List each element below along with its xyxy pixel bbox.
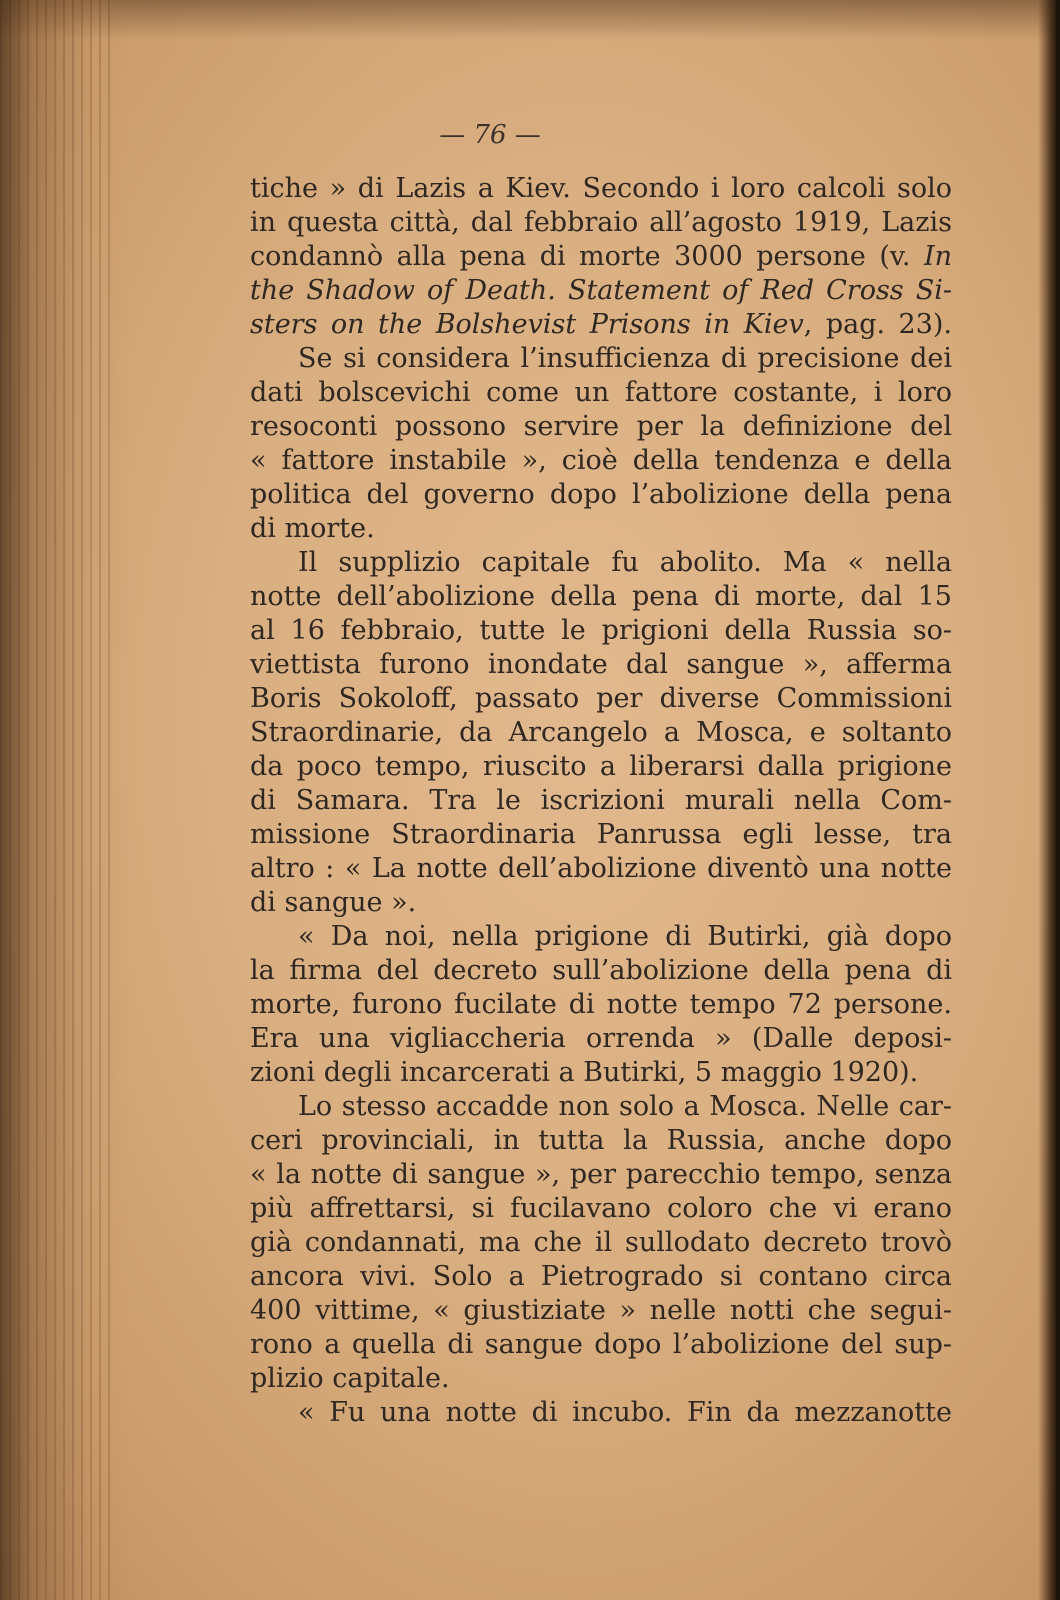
line-text: Il supplizio capitale fu abolito. Ma « nella — [298, 547, 952, 578]
text-line — [250, 1192, 952, 1226]
text-line — [250, 274, 952, 308]
line-text: zioni degli incarcerati a Butirki, 5 maggio 1920). — [250, 1057, 919, 1088]
text-line — [250, 886, 952, 920]
page-right-edge — [1038, 0, 1056, 1600]
line-text: « la notte di sangue », per parecchio tempo, senza — [250, 1159, 952, 1190]
text-line — [250, 410, 952, 444]
text-line — [250, 1294, 952, 1328]
text-line — [250, 512, 952, 546]
line-text: 400 vittime, « giustiziate » nelle notti che segui- — [250, 1295, 952, 1326]
line-text: missione Straordinaria Panrussa egli lesse, tra — [250, 819, 952, 850]
text-line — [250, 444, 952, 478]
text-line — [250, 818, 952, 852]
line-text: Se si considera l’insufficienza di precisione dei — [298, 343, 952, 374]
line-text: al 16 febbraio, tutte le prigioni della Russia so- — [250, 615, 952, 646]
line-italic-text: sters on the Bolshevist Prisons in Kiev — [250, 309, 804, 340]
line-text: Era una vigliaccheria orrenda » (Dalle deposi- — [250, 1023, 952, 1054]
text-line — [250, 648, 952, 682]
line-text: già condannati, ma che il sullodato decreto trovò — [250, 1227, 952, 1258]
text-line — [250, 1090, 952, 1124]
line-text: viettista furono inondate dal sangue », afferma — [250, 649, 952, 680]
line-text: in questa città, dal febbraio all’agosto 1919, Lazis — [250, 207, 952, 238]
line-text: morte, furono fucilate di notte tempo 72 persone. — [250, 989, 952, 1020]
line-text: plizio capitale. — [250, 1363, 450, 1394]
text-line — [250, 1260, 952, 1294]
line-text: Boris Sokoloff, passato per diverse Commissioni — [250, 683, 952, 714]
line-text: ancora vivi. Solo a Pietrogrado si contano circa — [250, 1261, 952, 1292]
text-line — [250, 784, 952, 818]
text-line — [250, 716, 952, 750]
text-line — [250, 478, 952, 512]
page-text-block — [250, 120, 970, 1430]
text-line — [250, 240, 952, 274]
line-text: di Samara. Tra le iscrizioni murali nella Com- — [250, 785, 952, 816]
line-text: dati bolscevichi come un fattore costante, i loro — [250, 377, 952, 408]
line-text: « fattore instabile », cioè della tendenza e della — [250, 445, 952, 476]
text-line — [250, 1396, 952, 1430]
text-line — [250, 1158, 952, 1192]
line-text: ceri provinciali, in tutta la Russia, anche dopo — [250, 1125, 952, 1156]
text-line — [250, 954, 952, 988]
line-text: altro : « La notte dell’abolizione diventò una notte — [250, 853, 952, 884]
line-text: condannò alla pena di morte 3000 persone (v. — [250, 241, 911, 272]
line-text: « Fu una notte di incubo. Fin da mezzanotte — [298, 1397, 952, 1428]
line-text: di sangue ». — [250, 887, 417, 918]
line-text: politica del governo dopo l’abolizione della pena — [250, 479, 952, 510]
text-lines — [250, 172, 970, 1430]
text-line — [250, 1328, 952, 1362]
line-text: di morte. — [250, 513, 375, 544]
line-text: rono a quella di sangue dopo l’abolizione del sup- — [250, 1329, 952, 1360]
line-italic-text: the Shadow of Death. Statement of Red Cross Si- — [250, 275, 952, 306]
text-line — [250, 580, 952, 614]
line-text: più affrettarsi, si fucilavano coloro che vi erano — [250, 1193, 952, 1224]
binding-edge — [0, 0, 110, 1600]
text-line — [250, 750, 952, 784]
text-line — [250, 988, 952, 1022]
text-line — [250, 920, 952, 954]
line-text: notte dell’abolizione della pena di morte, dal 15 — [250, 581, 952, 612]
text-line — [250, 1226, 952, 1260]
text-line — [250, 172, 952, 206]
line-text: Lo stesso accadde non solo a Mosca. Nelle car- — [298, 1091, 952, 1122]
line-text: resoconti possono servire per la definizione del — [250, 411, 952, 442]
text-line — [250, 308, 952, 342]
line-text: , pag. 23). — [803, 309, 953, 340]
page-number: — 76 — — [439, 120, 541, 150]
text-line — [250, 1056, 952, 1090]
line-text: la firma del decreto sull’abolizione della pena di — [250, 955, 952, 986]
line-text: Straordinarie, da Arcangelo a Mosca, e soltanto — [250, 717, 952, 748]
text-line — [250, 1362, 952, 1396]
line-text: « Da noi, nella prigione di Butirki, già dopo — [298, 921, 952, 952]
text-line — [250, 682, 952, 716]
line-text: tiche » di Lazis a Kiev. Secondo i loro calcoli solo — [250, 173, 952, 204]
text-line — [250, 206, 952, 240]
line-italic-text: In — [923, 241, 952, 272]
text-line — [250, 376, 952, 410]
line-text: da poco tempo, riuscito a liberarsi dalla prigione — [250, 751, 952, 782]
text-line — [250, 546, 952, 580]
text-line — [250, 342, 952, 376]
text-line — [250, 1022, 952, 1056]
text-line — [250, 1124, 952, 1158]
text-line — [250, 852, 952, 886]
text-line — [250, 614, 952, 648]
